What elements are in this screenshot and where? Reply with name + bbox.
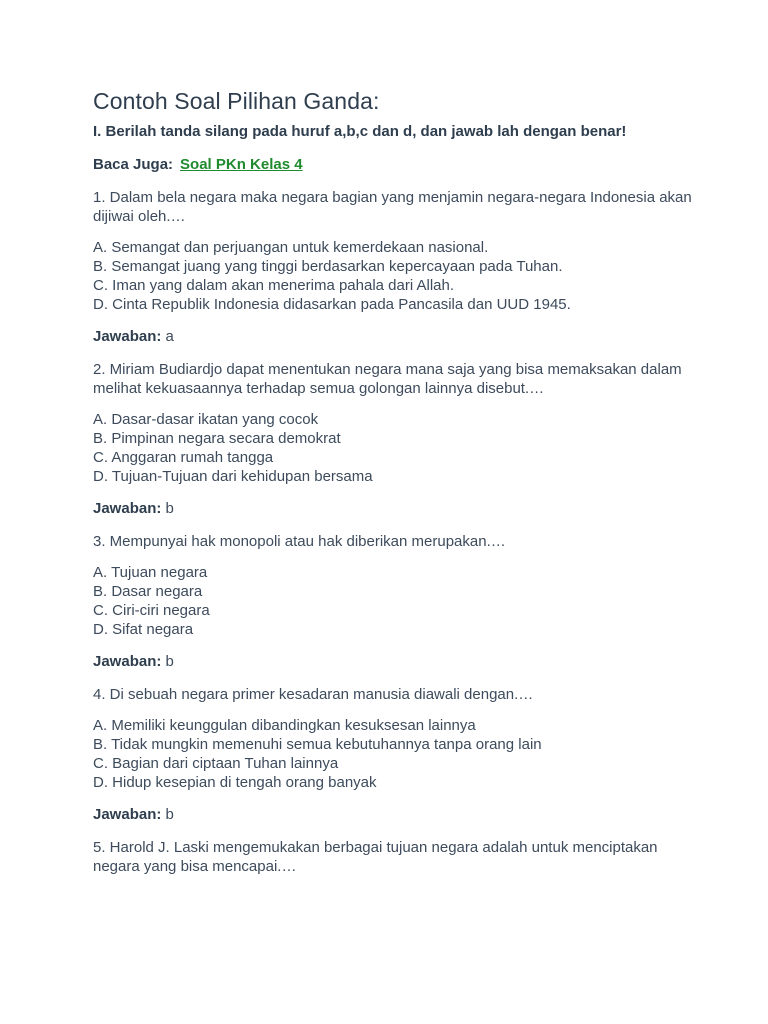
option: C. Iman yang dalam akan menerima pahala dari Allah. <box>93 277 455 294</box>
option: D. Sifat negara <box>93 621 194 638</box>
options-4 <box>93 716 693 792</box>
question-2: 2. Miriam Budiardjo dapat menentukan negara mana saja yang bisa memaksakan dalam melihat kekuasaannya terhadap semua golongan lainnya disebut.… <box>93 361 682 397</box>
option: B. Dasar negara <box>93 583 203 600</box>
answer-value: b <box>165 500 174 517</box>
answer-4 <box>93 805 693 824</box>
answer-label: Jawaban: <box>93 500 162 517</box>
question-4: 4. Di sebuah negara primer kesadaran manusia diawali dengan.… <box>93 686 534 703</box>
option: D. Cinta Republik Indonesia didasarkan pada Pancasila dan UUD 1945. <box>93 296 571 313</box>
options-3 <box>93 563 693 639</box>
question-3: 3. Mempunyai hak monopoli atau hak diberikan merupakan.… <box>93 533 506 550</box>
baca-juga-label: Baca Juga: <box>93 156 174 173</box>
answer-value: b <box>165 653 174 670</box>
option: A. Dasar-dasar ikatan yang cocok <box>93 411 319 428</box>
baca-juga-link[interactable]: Soal PKn Kelas 4 <box>180 156 303 173</box>
answer-1 <box>93 327 693 346</box>
answer-label: Jawaban: <box>93 806 162 823</box>
option: C. Anggaran rumah tangga <box>93 449 274 466</box>
answer-label: Jawaban: <box>93 653 162 670</box>
option: A. Semangat dan perjuangan untuk kemerdekaan nasional. <box>93 239 489 256</box>
option: B. Semangat juang yang tinggi berdasarkan kepercayaan pada Tuhan. <box>93 258 563 275</box>
option: C. Ciri-ciri negara <box>93 602 210 619</box>
baca-juga <box>93 155 693 174</box>
answer-3 <box>93 652 693 671</box>
option: C. Bagian dari ciptaan Tuhan lainnya <box>93 755 339 772</box>
options-1 <box>93 238 693 314</box>
answer-2 <box>93 499 693 518</box>
option: A. Tujuan negara <box>93 564 208 581</box>
instruction-text: I. Berilah tanda silang pada huruf a,b,c dan d, dan jawab lah dengan benar! <box>93 123 627 140</box>
answer-value: b <box>165 806 174 823</box>
option: B. Tidak mungkin memenuhi semua kebutuhannya tanpa orang lain <box>93 736 542 753</box>
option: D. Hidup kesepian di tengah orang banyak <box>93 774 377 791</box>
answer-value: a <box>165 328 174 345</box>
answer-label: Jawaban: <box>93 328 162 345</box>
document-page <box>93 84 693 876</box>
question-1: 1. Dalam bela negara maka negara bagian yang menjamin negara-negara Indonesia akan dijiwai oleh.… <box>93 189 692 225</box>
option: B. Pimpinan negara secara demokrat <box>93 430 341 447</box>
page-title: Contoh Soal Pilihan Ganda: <box>93 88 380 114</box>
option: D. Tujuan-Tujuan dari kehidupan bersama <box>93 468 373 485</box>
question-5: 5. Harold J. Laski mengemukakan berbagai tujuan negara adalah untuk menciptakan negara yang bisa mencapai.… <box>93 839 658 875</box>
options-2 <box>93 410 693 486</box>
option: A. Memiliki keunggulan dibandingkan kesuksesan lainnya <box>93 717 476 734</box>
